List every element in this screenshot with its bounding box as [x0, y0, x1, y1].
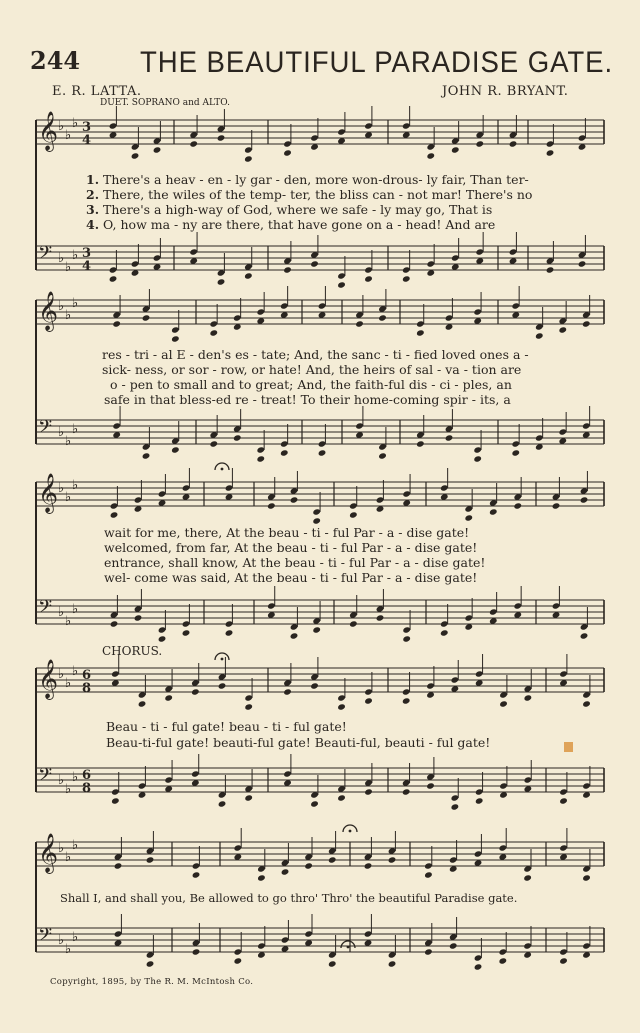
- system-1-treble-notehead: [509, 140, 518, 147]
- system-2-bass-staff-flat: ♭: [58, 425, 65, 440]
- system-2-bass-notehead: [378, 452, 387, 459]
- system-5-bass-notehead: [388, 960, 397, 967]
- system-3-bass-notehead: [290, 632, 299, 639]
- system-3-bass-notehead: [440, 629, 449, 636]
- system-2-bass-notehead: [209, 440, 218, 447]
- system-2-bass-staff-flat: ♭: [72, 422, 79, 437]
- system-1-treble-notehead: [546, 149, 555, 156]
- system-4-treble-notehead: [337, 703, 346, 710]
- system-3-bass-staff-flat: ♭: [58, 605, 65, 620]
- verse-2-line-2: sick- ness, or sor - row, or hate! And, the heirs of sal - va - tion are: [102, 362, 522, 377]
- system-2-bass-notehead: [280, 449, 289, 456]
- system-3-bass-notehead: [225, 629, 234, 636]
- system-5-bass-staff-clef: 𝄢: [38, 925, 53, 950]
- system-2-bass-notehead: [511, 449, 520, 456]
- system-2-treble-notehead: [558, 326, 567, 333]
- system-3-treble-notehead: [580, 496, 589, 503]
- system-3-treble-notehead: [290, 496, 299, 503]
- system-5-bass-staff-flat: ♭: [65, 942, 72, 957]
- verse-4-line-1: 4. O, how ma - ny are there, that have gone on a - head! And are: [86, 217, 496, 232]
- system-5-bass-notehead: [192, 948, 201, 955]
- system-4-bass-staff-clef: 𝄢: [38, 765, 53, 790]
- system-3-bass-staff-clef: 𝄢: [38, 597, 53, 622]
- system-2-treble-notehead: [209, 329, 218, 336]
- system-4-treble-notehead: [582, 700, 591, 707]
- system-4-bass-notehead: [310, 800, 319, 807]
- system-3-bass-staff-flat: ♭: [65, 614, 72, 629]
- system-4-treble-staff-flat: ♭: [72, 664, 79, 679]
- system-4-bass-notehead: [426, 782, 435, 789]
- system-1-treble-staff-flat: ♭: [58, 119, 65, 134]
- system-2-bass-notehead: [318, 449, 327, 456]
- system-1-bass-notehead: [310, 260, 319, 267]
- system-1-bass-notehead: [109, 275, 118, 282]
- page-number: 244: [30, 46, 81, 75]
- system-5-bass-notehead: [474, 963, 483, 970]
- system-2-bass-notehead: [256, 455, 265, 462]
- system-1-bass-notehead: [217, 278, 226, 285]
- system-1-bass-notehead: [546, 266, 555, 273]
- system-1-treble-staff-time-top: 3: [82, 120, 92, 135]
- system-1-bass-staff-flat: ♭: [72, 248, 79, 263]
- fermata-dot: [221, 468, 224, 471]
- system-2-bass-notehead: [473, 455, 482, 462]
- system-4-bass-staff-time-top: 6: [82, 768, 92, 783]
- system-3-treble-notehead: [110, 511, 119, 518]
- lyricist: E. R. LATTA.: [52, 84, 142, 99]
- system-3-bass-notehead: [402, 635, 411, 642]
- system-5-bass-notehead: [328, 960, 337, 967]
- system-5-treble-notehead: [192, 871, 201, 878]
- system-5-treble-notehead: [364, 862, 373, 869]
- system-2-treble-notehead: [355, 320, 364, 327]
- page-title: THE BEAUTIFUL PARADISE GATE.: [140, 46, 614, 79]
- system-2-treble-notehead: [582, 320, 591, 327]
- system-2-treble-notehead: [142, 314, 151, 321]
- system-4-bass-notehead: [364, 788, 373, 795]
- system-4-bass-notehead: [337, 794, 346, 801]
- system-3-bass-notehead: [349, 620, 358, 627]
- system-2-treble-staff-clef: 𝄞: [38, 291, 59, 331]
- fermata-dot: [347, 946, 350, 949]
- system-3-treble-notehead: [513, 502, 522, 509]
- system-4-treble-staff-flat: ♭: [65, 676, 72, 691]
- system-5-treble-notehead: [328, 856, 337, 863]
- verse-3-line-1: 3. There's a high-way of God, where we safe - ly may go, That is: [86, 202, 493, 217]
- paper-stain: [564, 742, 573, 752]
- chorus-lyric-line-1: Beau - ti - ful gate! beau - ti - ful gate!: [106, 719, 347, 734]
- system-1-bass-notehead: [244, 272, 253, 279]
- verse-3-line-3: entrance, shall know, At the beau - ti - ful Par - a - dise gate!: [104, 555, 486, 570]
- system-1-treble-staff-clef: 𝄞: [38, 111, 59, 151]
- system-4-treble-notehead: [244, 703, 253, 710]
- system-5-treble-notehead: [146, 856, 155, 863]
- system-5-treble-staff-flat: ♭: [58, 841, 65, 856]
- system-2-bass-notehead: [445, 434, 454, 441]
- system-4-treble-staff-time-bottom: 8: [82, 681, 92, 696]
- system-5-bass-staff-flat: ♭: [72, 930, 79, 945]
- system-5-bass-notehead: [499, 957, 508, 964]
- system-4-treble-notehead: [283, 688, 292, 695]
- system-2-treble-notehead: [378, 314, 387, 321]
- system-4-bass-notehead: [402, 788, 411, 795]
- system-3-bass-notehead: [376, 614, 385, 621]
- system-3-treble-notehead: [349, 511, 358, 518]
- system-1-treble-staff-flat: ♭: [72, 116, 79, 131]
- fermata-dot: [349, 830, 352, 833]
- system-1-bass-staff-clef: 𝄢: [38, 243, 53, 268]
- system-2-treble-staff-flat: ♭: [65, 308, 72, 323]
- copyright-notice: Copyright, 1895, by The R. M. McIntosh Co.: [50, 977, 254, 987]
- system-5-bass-staff-flat: ♭: [58, 933, 65, 948]
- system-2-treble-notehead: [416, 329, 425, 336]
- system-1-treble-staff-time-bottom: 4: [82, 133, 92, 148]
- system-4-bass-notehead: [475, 797, 484, 804]
- system-2-bass-staff-flat: ♭: [65, 434, 72, 449]
- verse-1-line-1: 1. There's a heav - en - ly gar - den, more won-drous- ly fair, Than ter-: [86, 172, 529, 187]
- system-3-treble-notehead: [312, 517, 321, 524]
- system-4-treble-notehead: [524, 694, 533, 701]
- system-4-bass-notehead: [218, 800, 227, 807]
- system-2-bass-notehead: [171, 446, 180, 453]
- system-3-bass-notehead: [158, 635, 167, 642]
- system-2-bass-notehead: [416, 440, 425, 447]
- system-5-treble-notehead: [582, 874, 591, 881]
- system-5-treble-staff-flat: ♭: [65, 850, 72, 865]
- system-4-bass-notehead: [244, 794, 253, 801]
- system-1-bass-staff-flat: ♭: [58, 251, 65, 266]
- system-1-treble-notehead: [475, 140, 484, 147]
- system-4-treble-notehead: [499, 700, 508, 707]
- system-4-treble-notehead: [164, 694, 173, 701]
- system-2-bass-notehead: [233, 434, 242, 441]
- system-3-treble-staff-flat: ♭: [72, 478, 79, 493]
- system-4-bass-notehead: [111, 797, 120, 804]
- system-1-treble-notehead: [189, 140, 198, 147]
- system-1-treble-notehead: [131, 152, 140, 159]
- system-5-treble-notehead: [257, 874, 266, 881]
- system-3-bass-notehead: [134, 614, 143, 621]
- system-5-bass-notehead: [424, 948, 433, 955]
- system-3-treble-notehead: [489, 508, 498, 515]
- system-4-treble-notehead: [364, 697, 373, 704]
- system-1-treble-notehead: [451, 146, 460, 153]
- system-5-bass-notehead: [146, 960, 155, 967]
- system-3-bass-notehead: [312, 626, 321, 633]
- chorus-lyric-line-2: Beau-ti-ful gate! beauti-ful gate! Beauti-ful, beauti - ful gate!: [106, 735, 491, 750]
- system-2-treble-notehead: [112, 320, 121, 327]
- verse-2-line-1: 2. There, the wiles of the temp- ter, the bliss can - not mar! There's no: [86, 187, 533, 202]
- verse-1-line-3: wait for me, there, At the beau - ti - ful Par - a - dise gate!: [104, 525, 470, 540]
- system-2-treble-notehead: [171, 335, 180, 342]
- system-1-bass-notehead: [283, 266, 292, 273]
- system-3-treble-staff-flat: ♭: [65, 490, 72, 505]
- system-5-treble-notehead: [281, 868, 290, 875]
- system-5-treble-notehead: [388, 856, 397, 863]
- system-5-treble-notehead: [523, 874, 532, 881]
- system-2-bass-staff-clef: 𝄢: [38, 417, 53, 442]
- system-1-treble-notehead: [153, 146, 162, 153]
- chorus-label: CHORUS.: [102, 644, 163, 658]
- system-5-bass-notehead: [234, 957, 243, 964]
- final-lyric-line: Shall I, and shall you, Be allowed to go thro' Thro' the beautiful Paradise gate.: [60, 891, 518, 905]
- system-5-bass-notehead: [449, 942, 458, 949]
- system-5-treble-staff-clef: 𝄞: [38, 833, 59, 873]
- system-3-treble-staff-clef: 𝄞: [38, 473, 59, 513]
- system-4-treble-staff-clef: 𝄞: [38, 659, 59, 699]
- system-1-bass-notehead: [364, 275, 373, 282]
- system-5-treble-staff-flat: ♭: [72, 838, 79, 853]
- system-4-bass-staff-flat: ♭: [58, 773, 65, 788]
- system-4-treble-notehead: [191, 688, 200, 695]
- system-3-treble-notehead: [267, 502, 276, 509]
- system-3-bass-notehead: [110, 620, 119, 627]
- system-4-treble-staff-flat: ♭: [58, 667, 65, 682]
- system-4-bass-staff-time-bottom: 8: [82, 781, 92, 796]
- system-3-treble-staff-flat: ♭: [58, 481, 65, 496]
- system-1-bass-staff-flat: ♭: [65, 260, 72, 275]
- system-3-treble-notehead: [552, 502, 561, 509]
- system-5-treble-notehead: [114, 862, 123, 869]
- system-4-bass-notehead: [559, 797, 568, 804]
- system-4-bass-staff-flat: ♭: [65, 782, 72, 797]
- system-1-bass-staff-time-bottom: 4: [82, 259, 92, 274]
- system-2-treble-notehead: [535, 332, 544, 339]
- system-4-treble-notehead: [218, 682, 227, 689]
- system-4-treble-notehead: [402, 697, 411, 704]
- system-2-treble-staff-flat: ♭: [72, 296, 79, 311]
- verse-1-line-2: res - tri - al E - den's es - tate; And, the sanc - ti - fied loved ones a -: [102, 347, 529, 362]
- system-4-treble-notehead: [310, 682, 319, 689]
- system-3-bass-notehead: [182, 629, 191, 636]
- system-4-bass-notehead: [451, 803, 460, 810]
- system-1-treble-notehead: [244, 155, 253, 162]
- verse-2-line-3: welcomed, from far, At the beau - ti - ful Par - a - dise gate!: [104, 540, 478, 555]
- system-4-bass-staff-flat: ♭: [72, 770, 79, 785]
- system-1-treble-notehead: [217, 134, 226, 141]
- fermata-dot: [221, 658, 224, 661]
- composer: JOHN R. BRYANT.: [442, 84, 569, 99]
- verse-3-line-2: o - pen to small and to great; And, the faith-ful dis - ci - ples, an: [110, 377, 512, 392]
- system-1-treble-staff-flat: ♭: [65, 128, 72, 143]
- system-5-treble-notehead: [424, 871, 433, 878]
- system-1-bass-staff-time-top: 3: [82, 246, 92, 261]
- voice-instruction: DUET. SOPRANO and ALTO.: [100, 98, 231, 108]
- system-3-treble-notehead: [464, 514, 473, 521]
- verse-4-line-3: wel- come was said, At the beau - ti - ful Par - a - dise gate!: [104, 570, 478, 585]
- system-3-bass-notehead: [580, 632, 589, 639]
- system-5-treble-notehead: [304, 862, 313, 869]
- system-4-treble-staff-time-top: 6: [82, 668, 92, 683]
- system-1-bass-notehead: [578, 260, 587, 267]
- system-2-bass-notehead: [142, 452, 151, 459]
- system-2-treble-staff-flat: ♭: [58, 299, 65, 314]
- system-1-bass-notehead: [337, 281, 346, 288]
- system-5-bass-notehead: [559, 957, 568, 964]
- system-1-treble-notehead: [283, 149, 292, 156]
- system-3-bass-staff-flat: ♭: [72, 602, 79, 617]
- verse-4-line-2: safe in that bless-ed re - treat! To their home-coming spir - its, a: [104, 392, 511, 407]
- system-4-treble-notehead: [138, 700, 147, 707]
- system-1-bass-notehead: [402, 275, 411, 282]
- system-1-treble-notehead: [426, 152, 435, 159]
